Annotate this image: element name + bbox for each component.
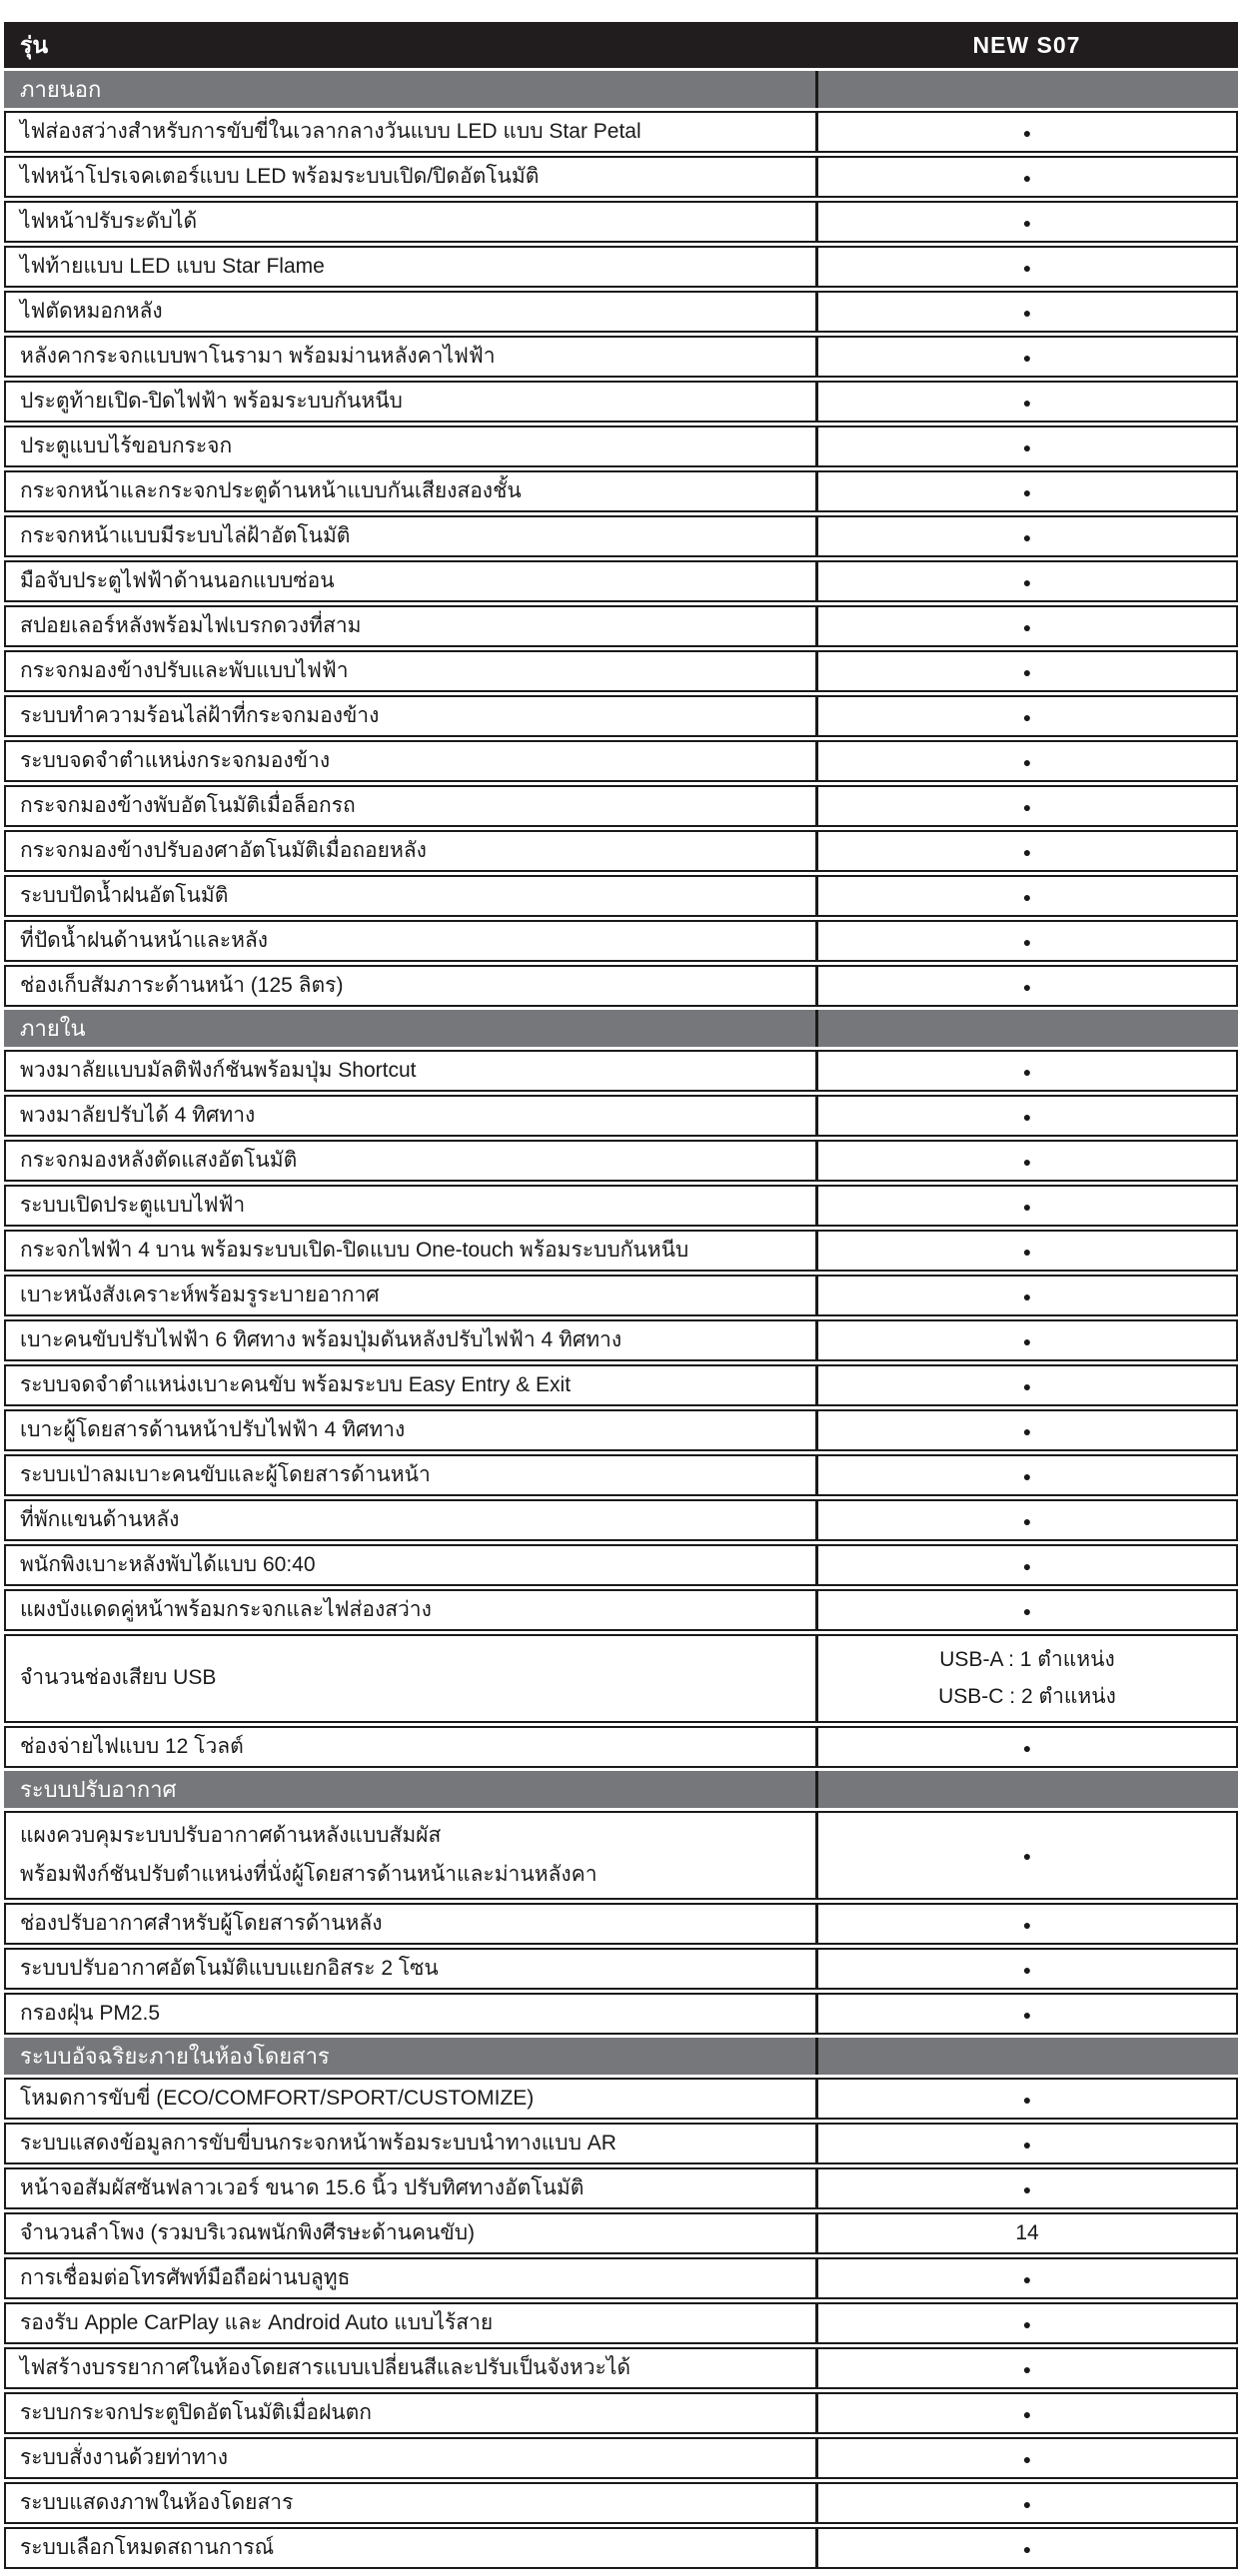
included-dot-icon: ● [1022, 2006, 1032, 2023]
feature-row [4, 201, 1238, 243]
feature-name: กระจกไฟฟ้า 4 บาน พร้อมระบบเปิด-ปิดแบบ One-touch พร้อมระบบกันหนีบ [4, 1230, 815, 1272]
feature-row [4, 560, 1238, 602]
included-dot-icon: ● [1022, 1243, 1032, 1260]
feature-row [4, 2078, 1238, 2120]
feature-value-cell [815, 2347, 1238, 2389]
feature-row [4, 2482, 1238, 2524]
feature-value-cell [815, 246, 1238, 288]
feature-value-cell [815, 2123, 1238, 2164]
section-value-cell [815, 1771, 1238, 1808]
feature-name-line: แผงควบคุมระบบปรับอากาศด้านหลังแบบสัมผัส [20, 1823, 442, 1847]
feature-name: ช่องปรับอากาศสำหรับผู้โดยสารด้านหลัง [4, 1903, 815, 1945]
feature-name: ระบบจดจำตำแหน่งเบาะคนขับ พร้อมระบบ Easy Entry & Exit [4, 1364, 815, 1406]
feature-value-cell [815, 740, 1238, 782]
section-value-cell [815, 1010, 1238, 1047]
feature-row [4, 1050, 1238, 1092]
feature-name: กระจกมองหลังตัดแสงอัตโนมัติ [4, 1140, 815, 1182]
included-dot-icon: ● [1022, 888, 1032, 905]
feature-name: ไฟหน้าโปรเจคเตอร์แบบ LED พร้อมระบบเปิด/ปิดอัตโนมัติ [4, 156, 815, 198]
feature-row [4, 336, 1238, 378]
feature-row [4, 965, 1238, 1007]
included-dot-icon: ● [1022, 1332, 1032, 1349]
included-dot-icon: ● [1022, 2405, 1032, 2422]
included-dot-icon: ● [1022, 1848, 1032, 1865]
feature-row [4, 2257, 1238, 2299]
feature-value-cell [815, 1454, 1238, 1496]
feature-value-cell [815, 1811, 1238, 1900]
feature-name: ไฟท้ายแบบ LED แบบ Star Flame [4, 246, 815, 288]
included-dot-icon: ● [1022, 1467, 1032, 1484]
feature-value-text: 14 [1015, 2220, 1039, 2244]
feature-value-cell [815, 1319, 1238, 1361]
included-dot-icon: ● [1022, 438, 1032, 455]
included-dot-icon: ● [1022, 573, 1032, 590]
feature-value-cell [815, 2167, 1238, 2209]
included-dot-icon: ● [1022, 1916, 1032, 1933]
included-dot-icon: ● [1022, 933, 1032, 950]
feature-row [4, 695, 1238, 737]
included-dot-icon: ● [1022, 2136, 1032, 2152]
feature-name: ระบบทำความร้อนไล่ฝ้าที่กระจกมองข้าง [4, 695, 815, 737]
feature-value-cell [815, 1544, 1238, 1586]
included-dot-icon: ● [1022, 1422, 1032, 1439]
included-dot-icon: ● [1022, 528, 1032, 545]
feature-value-cell [815, 1095, 1238, 1137]
feature-value-cell [815, 291, 1238, 333]
feature-name: มือจับประตูไฟฟ้าด้านนอกแบบซ่อน [4, 560, 815, 602]
section-header-row [4, 2038, 1238, 2075]
section-header-row [4, 1771, 1238, 1808]
feature-name: ช่องจ่ายไฟแบบ 12 โวลต์ [4, 1726, 815, 1768]
feature-name: ระบบสั่งงานด้วยท่าทาง [4, 2437, 815, 2479]
feature-name-line: พร้อมฟังก์ชันปรับตำแหน่งที่นั่งผู้โดยสารด้านหน้าและม่านหลังคา [20, 1862, 598, 1886]
feature-value-cell [815, 1903, 1238, 1945]
feature-row [4, 1499, 1238, 1541]
feature-row [4, 2392, 1238, 2434]
feature-row [4, 1811, 1238, 1900]
feature-name: กระจกมองข้างปรับองศาอัตโนมัติเมื่อถอยหลัง [4, 830, 815, 872]
feature-value-cell [815, 1275, 1238, 1316]
feature-row [4, 1993, 1238, 2035]
feature-value-cell [815, 785, 1238, 827]
feature-row [4, 515, 1238, 557]
section-title: ภายใน [4, 1010, 815, 1047]
feature-value-cell [815, 605, 1238, 647]
feature-row [4, 1634, 1238, 1723]
included-dot-icon: ● [1022, 169, 1032, 186]
feature-name: การเชื่อมต่อโทรศัพท์มือถือผ่านบลูทูธ [4, 2257, 815, 2299]
section-header-row [4, 71, 1238, 108]
page [0, 19, 1242, 2576]
included-dot-icon: ● [1022, 753, 1032, 770]
feature-row [4, 246, 1238, 288]
included-dot-icon: ● [1022, 843, 1032, 860]
spec-table-body [4, 22, 1238, 2569]
feature-name: โหมดการขับขี่ (ECO/COMFORT/SPORT/CUSTOMIZE) [4, 2078, 815, 2120]
included-dot-icon: ● [1022, 1198, 1032, 1215]
included-dot-icon: ● [1022, 483, 1032, 500]
feature-name: เบาะหนังสังเคราะห์พร้อมรูระบายอากาศ [4, 1275, 815, 1316]
feature-row [4, 1095, 1238, 1137]
feature-name: ไฟตัดหมอกหลัง [4, 291, 815, 333]
feature-row [4, 785, 1238, 827]
feature-name: ไฟหน้าปรับระดับได้ [4, 201, 815, 243]
feature-row [4, 1589, 1238, 1631]
feature-name: ระบบเป่าลมเบาะคนขับและผู้โดยสารด้านหน้า [4, 1454, 815, 1496]
feature-value-cell [815, 515, 1238, 557]
feature-name: แผงบังแดดคู่หน้าพร้อมกระจกและไฟส่องสว่าง [4, 1589, 815, 1631]
model-column-header: รุ่น [4, 22, 815, 68]
feature-value-cell [815, 875, 1238, 917]
feature-row [4, 1903, 1238, 1945]
feature-row [4, 156, 1238, 198]
feature-value-cell [815, 2437, 1238, 2479]
feature-name: พวงมาลัยแบบมัลติฟังก์ชันพร้อมปุ่ม Shortcut [4, 1050, 815, 1092]
feature-row [4, 1454, 1238, 1496]
feature-value-line: USB-C : 2 ตำแหน่ง [938, 1684, 1116, 1708]
included-dot-icon: ● [1022, 1557, 1032, 1574]
feature-row [4, 381, 1238, 423]
feature-name [4, 1811, 815, 1900]
feature-value-cell [815, 426, 1238, 467]
feature-name: สปอยเลอร์หลังพร้อมไฟเบรกดวงที่สาม [4, 605, 815, 647]
feature-value-cell [815, 470, 1238, 512]
feature-name: รองรับ Apple CarPlay และ Android Auto แบบไร้สาย [4, 2302, 815, 2344]
included-dot-icon: ● [1022, 1288, 1032, 1304]
feature-row [4, 1230, 1238, 1272]
feature-name: ระบบเลือกโหมดสถานการณ์ [4, 2527, 815, 2569]
feature-row [4, 1726, 1238, 1768]
included-dot-icon: ● [1022, 2270, 1032, 2287]
section-header-row [4, 1010, 1238, 1047]
feature-name: เบาะคนขับปรับไฟฟ้า 6 ทิศทาง พร้อมปุ่มดันหลังปรับไฟฟ้า 4 ทิศทาง [4, 1319, 815, 1361]
feature-name: ระบบแสดงภาพในห้องโดยสาร [4, 2482, 815, 2524]
feature-value-cell [815, 2212, 1238, 2254]
included-dot-icon: ● [1022, 1961, 1032, 1978]
section-value-cell [815, 2038, 1238, 2075]
feature-row [4, 2167, 1238, 2209]
included-dot-icon: ● [1022, 2360, 1032, 2377]
feature-value-cell [815, 695, 1238, 737]
included-dot-icon: ● [1022, 618, 1032, 635]
included-dot-icon: ● [1022, 1739, 1032, 1756]
feature-value-cell [815, 2392, 1238, 2434]
table-header-row [4, 22, 1238, 68]
feature-row [4, 1140, 1238, 1182]
feature-name: พวงมาลัยปรับได้ 4 ทิศทาง [4, 1095, 815, 1137]
feature-name: กรองฝุ่น PM2.5 [4, 1993, 815, 2035]
included-dot-icon: ● [1022, 1602, 1032, 1619]
feature-name: ระบบกระจกประตูปิดอัตโนมัติเมื่อฝนตก [4, 2392, 815, 2434]
feature-row [4, 2347, 1238, 2389]
feature-value-cell [815, 201, 1238, 243]
feature-name: ที่พักแขนด้านหลัง [4, 1499, 815, 1541]
included-dot-icon: ● [1022, 259, 1032, 276]
included-dot-icon: ● [1022, 663, 1032, 680]
feature-name: เบาะผู้โดยสารด้านหน้าปรับไฟฟ้า 4 ทิศทาง [4, 1409, 815, 1451]
included-dot-icon: ● [1022, 304, 1032, 321]
feature-value-cell [815, 965, 1238, 1007]
section-value-cell [815, 71, 1238, 108]
feature-value-cell [815, 2527, 1238, 2569]
feature-name: จำนวนช่องเสียบ USB [4, 1634, 815, 1723]
feature-row [4, 426, 1238, 467]
feature-value-cell [815, 2482, 1238, 2524]
feature-value-cell [815, 1409, 1238, 1451]
feature-row [4, 2527, 1238, 2569]
feature-row [4, 2437, 1238, 2479]
feature-name: ระบบเปิดประตูแบบไฟฟ้า [4, 1185, 815, 1227]
feature-name: กระจกหน้าและกระจกประตูด้านหน้าแบบกันเสียงสองชั้น [4, 470, 815, 512]
included-dot-icon: ● [1022, 1377, 1032, 1394]
feature-value-cell [815, 1185, 1238, 1227]
included-dot-icon: ● [1022, 708, 1032, 725]
feature-value-cell [815, 1230, 1238, 1272]
feature-name: ประตูแบบไร้ขอบกระจก [4, 426, 815, 467]
feature-row [4, 1275, 1238, 1316]
feature-value-cell [815, 111, 1238, 153]
feature-value-cell [815, 2257, 1238, 2299]
feature-name: ไฟสร้างบรรยากาศในห้องโดยสารแบบเปลี่ยนสีและปรับเป็นจังหวะได้ [4, 2347, 815, 2389]
variant-column-header: NEW S07 [815, 22, 1238, 68]
feature-name: กระจกหน้าแบบมีระบบไล่ฝ้าอัตโนมัติ [4, 515, 815, 557]
feature-name: ระบบจดจำตำแหน่งกระจกมองข้าง [4, 740, 815, 782]
included-dot-icon: ● [1022, 798, 1032, 815]
feature-row [4, 2302, 1238, 2344]
feature-value-cell [815, 1499, 1238, 1541]
included-dot-icon: ● [1022, 1063, 1032, 1080]
included-dot-icon: ● [1022, 1153, 1032, 1170]
included-dot-icon: ● [1022, 1108, 1032, 1125]
section-title: ระบบปรับอากาศ [4, 1771, 815, 1808]
feature-value-cell [815, 1993, 1238, 2035]
feature-row [4, 650, 1238, 692]
feature-row [4, 1364, 1238, 1406]
included-dot-icon: ● [1022, 2180, 1032, 2197]
feature-name: ที่ปัดน้ำฝนด้านหน้าและหลัง [4, 920, 815, 962]
feature-row [4, 470, 1238, 512]
feature-row [4, 740, 1238, 782]
feature-name: กระจกมองข้างปรับและพับแบบไฟฟ้า [4, 650, 815, 692]
feature-value-cell [815, 1726, 1238, 1768]
feature-value-cell [815, 1948, 1238, 1990]
feature-row [4, 875, 1238, 917]
feature-name: ระบบปรับอากาศอัตโนมัติแบบแยกอิสระ 2 โซน [4, 1948, 815, 1990]
included-dot-icon: ● [1022, 2450, 1032, 2467]
section-title: ภายนอก [4, 71, 815, 108]
feature-name: หลังคากระจกแบบพาโนรามา พร้อมม่านหลังคาไฟฟ้า [4, 336, 815, 378]
feature-value-cell [815, 560, 1238, 602]
feature-value-cell [815, 1364, 1238, 1406]
feature-value-cell [815, 1589, 1238, 1631]
feature-row [4, 1185, 1238, 1227]
included-dot-icon: ● [1022, 2315, 1032, 2332]
feature-name: ช่องเก็บสัมภาระด้านหน้า (125 ลิตร) [4, 965, 815, 1007]
feature-name: จำนวนลำโพง (รวมบริเวณพนักพิงศีรษะด้านคนขับ) [4, 2212, 815, 2254]
feature-name: ไฟส่องสว่างสำหรับการขับขี่ในเวลากลางวันแบบ LED แบบ Star Petal [4, 111, 815, 153]
feature-name: ระบบปัดน้ำฝนอัตโนมัติ [4, 875, 815, 917]
feature-row [4, 605, 1238, 647]
included-dot-icon: ● [1022, 1512, 1032, 1529]
feature-row [4, 111, 1238, 153]
included-dot-icon: ● [1022, 214, 1032, 231]
feature-row [4, 1948, 1238, 1990]
included-dot-icon: ● [1022, 2495, 1032, 2512]
included-dot-icon: ● [1022, 394, 1032, 411]
feature-row [4, 920, 1238, 962]
feature-value-cell [815, 2078, 1238, 2120]
feature-name: ระบบแสดงข้อมูลการขับขี่บนกระจกหน้าพร้อมระบบนำทางแบบ AR [4, 2123, 815, 2164]
feature-row [4, 830, 1238, 872]
feature-row [4, 2212, 1238, 2254]
feature-value-cell [815, 381, 1238, 423]
feature-row [4, 1319, 1238, 1361]
feature-row [4, 291, 1238, 333]
included-dot-icon: ● [1022, 978, 1032, 995]
feature-row [4, 1409, 1238, 1451]
included-dot-icon: ● [1022, 124, 1032, 141]
included-dot-icon: ● [1022, 2091, 1032, 2108]
spec-table [4, 19, 1238, 2572]
included-dot-icon: ● [1022, 349, 1032, 366]
feature-value-cell [815, 336, 1238, 378]
included-dot-icon: ● [1022, 2540, 1032, 2557]
feature-row [4, 1544, 1238, 1586]
feature-value-cell [815, 1050, 1238, 1092]
feature-value-cell [815, 650, 1238, 692]
feature-name: หน้าจอสัมผัสซันฟลาวเวอร์ ขนาด 15.6 นิ้ว ปรับทิศทางอัตโนมัติ [4, 2167, 815, 2209]
feature-name: ประตูท้ายเปิด-ปิดไฟฟ้า พร้อมระบบกันหนีบ [4, 381, 815, 423]
feature-value-cell [815, 156, 1238, 198]
feature-row [4, 2123, 1238, 2164]
feature-value-line: USB-A : 1 ตำแหน่ง [939, 1647, 1115, 1671]
section-title: ระบบอัจฉริยะภายในห้องโดยสาร [4, 2038, 815, 2075]
feature-value-cell [815, 920, 1238, 962]
feature-value-cell [815, 830, 1238, 872]
feature-name: กระจกมองข้างพับอัตโนมัติเมื่อล็อกรถ [4, 785, 815, 827]
feature-value-cell [815, 2302, 1238, 2344]
feature-name: พนักพิงเบาะหลังพับได้แบบ 60:40 [4, 1544, 815, 1586]
feature-value-cell [815, 1140, 1238, 1182]
feature-value-cell [815, 1634, 1238, 1723]
